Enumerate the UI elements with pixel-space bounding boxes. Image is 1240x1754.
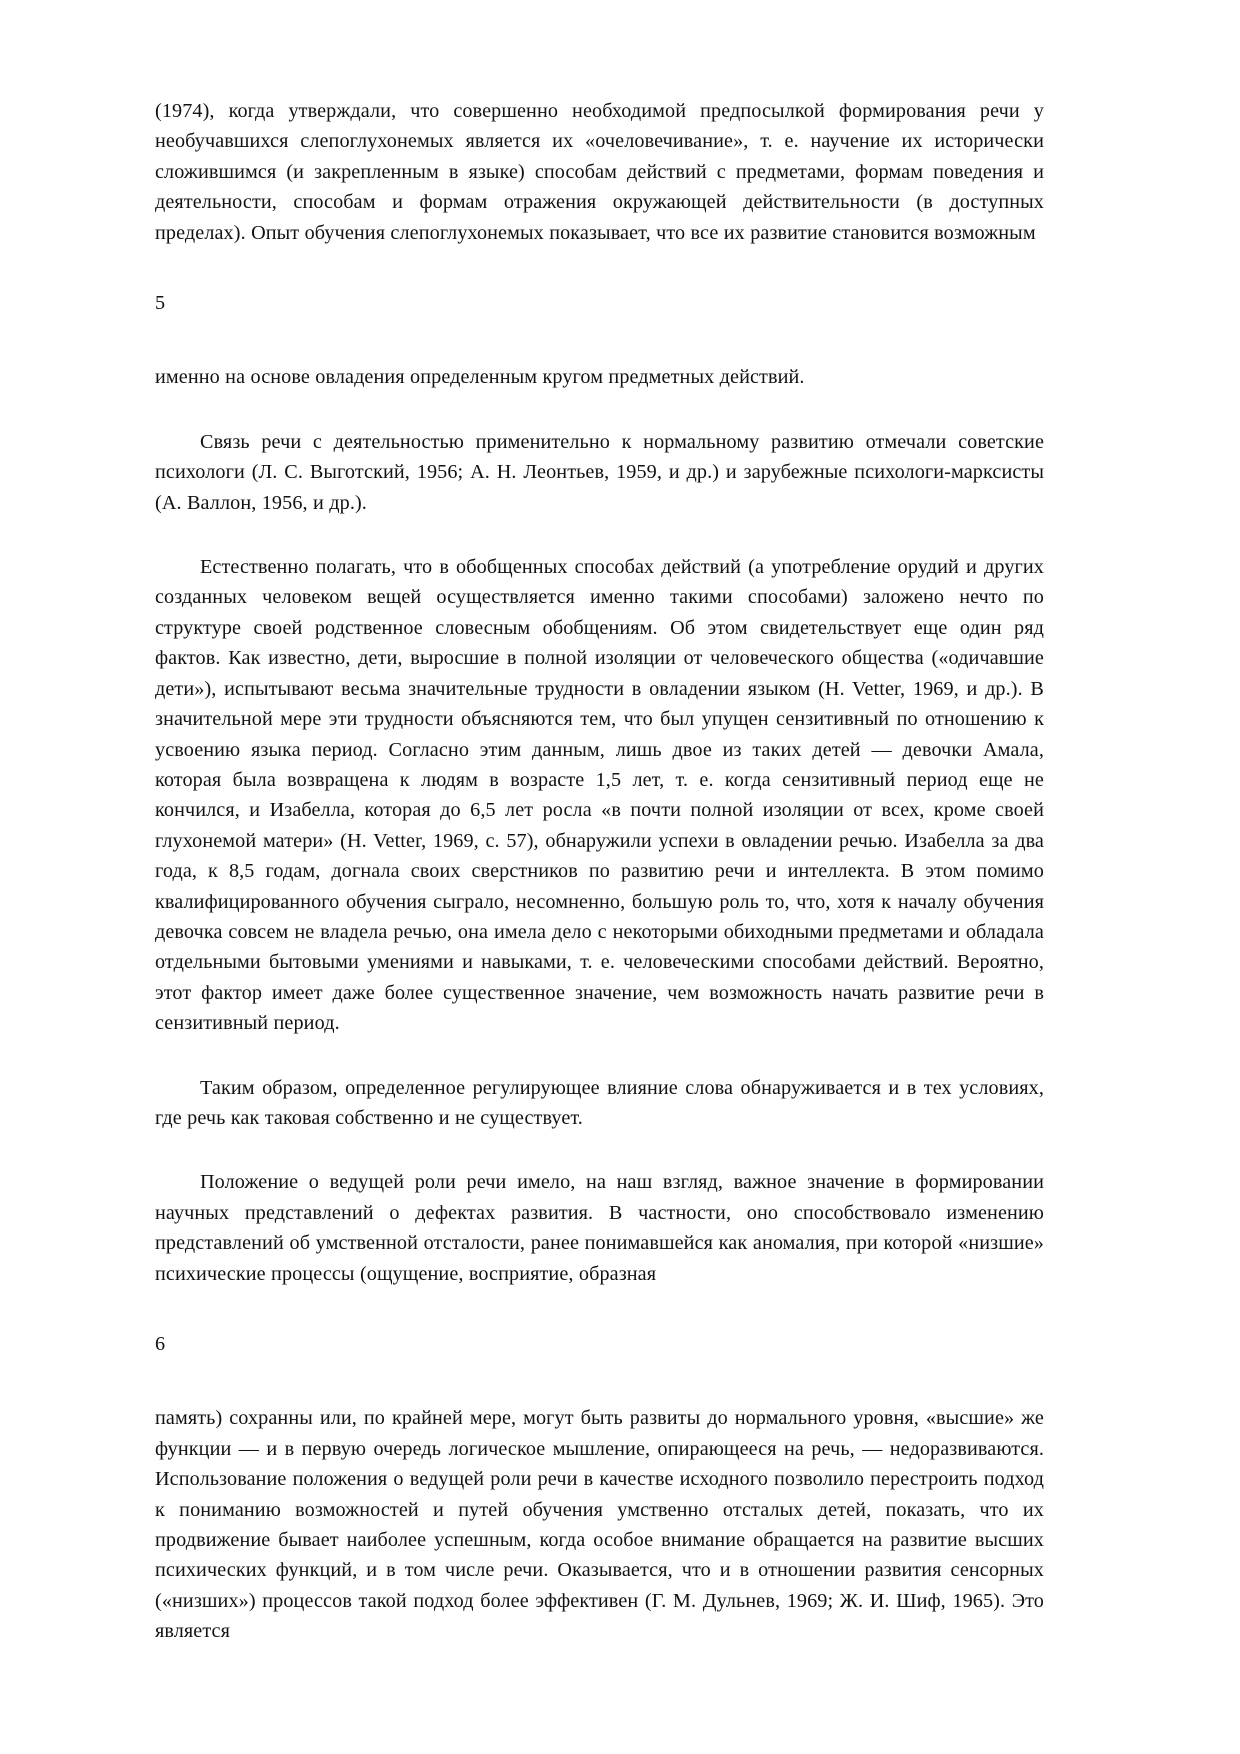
block-spacer [155, 1289, 1044, 1329]
document-text-column [155, 96, 1044, 1647]
block-spacer [155, 248, 1044, 288]
paragraph-continuation-predmetnyh-deystviy: именно на основе овладения определенным кругом предметных действий. [155, 366, 805, 389]
block-spacer [155, 393, 1044, 427]
block-spacer [155, 1359, 1044, 1403]
block-spacer [155, 518, 1044, 552]
paragraph-polozhenie-o-vedushchey-roli-rechi: Положение о ведущей роли речи имело, на наш взгляд, важное значение в формировании научных представлений о дефектах развития. В частности, оно способствовало изменению представлений об умственной отсталости, ранее понимавшейся как аномалия, при которой «низшие» психические процессы (ощущение, восприятие, образная [155, 1171, 1044, 1285]
block-spacer [155, 1039, 1044, 1073]
paragraph-svyaz-rechi-s-deyatelnostyu: Связь речи с деятельностью применительно к нормальному развитию отмечали советские психологи (Л. С. Выготский, 1956; А. Н. Леонтьев, 1959, и др.) и зарубежные психологи-марксисты (А. Валлон, 1956, и др.). [155, 430, 1044, 514]
page-marker-6: 6 [155, 1333, 166, 1355]
block-spacer [155, 1133, 1044, 1167]
paragraph-opening-continuation: (1974), когда утверждали, что совершенно необходимой предпосылкой формирования речи у необучавшихся слепоглухонемых является их «очеловечивание», т. е. научение их исторически сложившимся (и закрепленным в языке) способам действий с предметами, формам поведения и деятельности, способам и формам отражения окружающей действительности (в доступных пределах). Опыт обучения слепоглухонемых показывает, что все их развитие становится возможным [155, 100, 1044, 244]
paragraph-pamyat-sohranny: память) сохранны или, по крайней мере, могут быть развиты до нормального уровня, «высшие» же функции — и в первую очередь логическое мышление, опирающееся на речь, — недоразвиваются. Использование положения о ведущей роли речи в качестве исходного позволило перестроить подход к пониманию возможностей и путей обучения умственно отсталых детей, показать, что их продвижение бывает наиболее успешным, когда особое внимание обращается на развитие высших психических функций, и в том числе речи. Оказывается, что и в отношении развития сенсорных («низших») процессов такой подход более эффективен (Г. М. Дульнев, 1969; Ж. И. Шиф, 1965). Это является [155, 1407, 1044, 1643]
page-marker-5: 5 [155, 292, 166, 315]
paragraph-takim-obrazom: Таким образом, определенное регулирующее влияние слова обнаруживается и в тех условиях, где речь как таковая собственно и не существует. [155, 1076, 1044, 1129]
block-spacer [155, 318, 1044, 362]
paragraph-estestvenno-polagat: Естественно полагать, что в обобщенных способах действий (а употребление орудий и других созданных человеком вещей осуществляется именно такими способами) заложено нечто по структуре своей родственное словесным обобщениям. Об этом свидетельствует еще один ряд фактов. Как известно, дети, выросшие в полной изоляции от человеческого общества («одичавшие дети»), испытывают весьма значительные трудности в овладении языком (H. Vetter, 1969, и др.). В значительной мере эти трудности объясняются тем, что был упущен сензитивный по отношению к усвоению языка период. Согласно этим данным, лишь двое из таких детей — девочки Амала, которая была возвращена к людям в возрасте 1,5 лет, т. е. когда сензитивный период еще не кончился, и Изабелла, которая до 6,5 лет росла «в почти полной изоляции от всех, кроме своей глухонемой матери» (H. Vetter, 1969, с. 57), обнаружили успехи в овладении речью. Изабелла за два года, к 8,5 годам, догнала своих сверстников по развитию речи и интеллекта. В этом помимо квалифицированного обучения сыграло, несомненно, большую роль то, что, хотя к началу обучения девочка совсем не владела речью, она имела дело с некоторыми обиходными предметами и обладала отдельными бытовыми умениями и навыками, т. е. человеческими способами действий. Вероятно, этот фактор имеет даже более существенное значение, чем возможность начать развитие речи в сензитивный период. [155, 556, 1044, 1035]
